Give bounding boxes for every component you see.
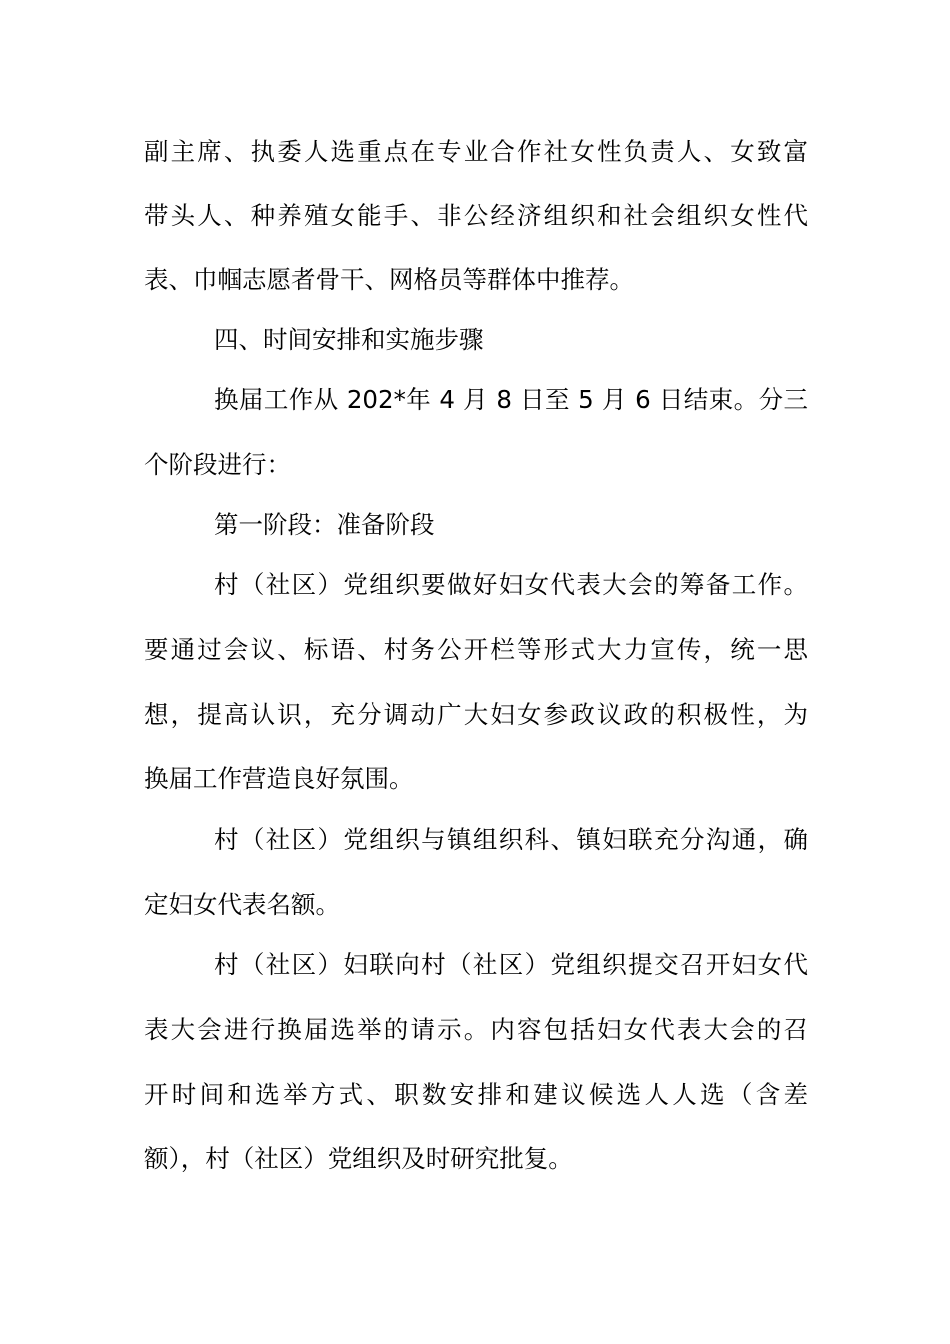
text-line: 额），村（社区）党组织及时研究批复。 <box>144 1144 573 1173</box>
text-line: 副主席、执委人选重点在专业合作社女性负责人、女致富 <box>144 137 808 166</box>
text-line: 村（社区）党组织与镇组织科、镇妇联充分沟通，确 <box>214 825 808 854</box>
section-heading: 四、时间安排和实施步骤 <box>214 325 484 354</box>
text-line: 换届工作营造良好氛围。 <box>144 764 414 793</box>
text-line: 村（社区）党组织要做好妇女代表大会的筹备工作。 <box>214 570 808 599</box>
subsection-heading: 第一阶段：准备阶段 <box>214 510 435 539</box>
text-line: 要通过会议、标语、村务公开栏等形式大力宣传，统一思 <box>144 635 808 664</box>
text-line: 表、巾帼志愿者骨干、网格员等群体中推荐。 <box>144 265 634 294</box>
text-line: 定妇女代表名额。 <box>144 890 340 919</box>
text-line: 带头人、种养殖女能手、非公经济组织和社会组织女性代 <box>144 201 808 230</box>
text-line: 开时间和选举方式、职数安排和建议候选人人选（含差 <box>144 1080 808 1109</box>
text-line: 村（社区）妇联向村（社区）党组织提交召开妇女代 <box>214 950 808 979</box>
text-line: 表大会进行换届选举的请示。内容包括妇女代表大会的召 <box>144 1015 808 1044</box>
text-line: 换届工作从 202*年 4 月 8 日至 5 月 6 日结束。分三 <box>214 385 808 414</box>
text-line: 个阶段进行： <box>144 450 291 479</box>
text-line: 想，提高认识，充分调动广大妇女参政议政的积极性，为 <box>144 700 808 729</box>
